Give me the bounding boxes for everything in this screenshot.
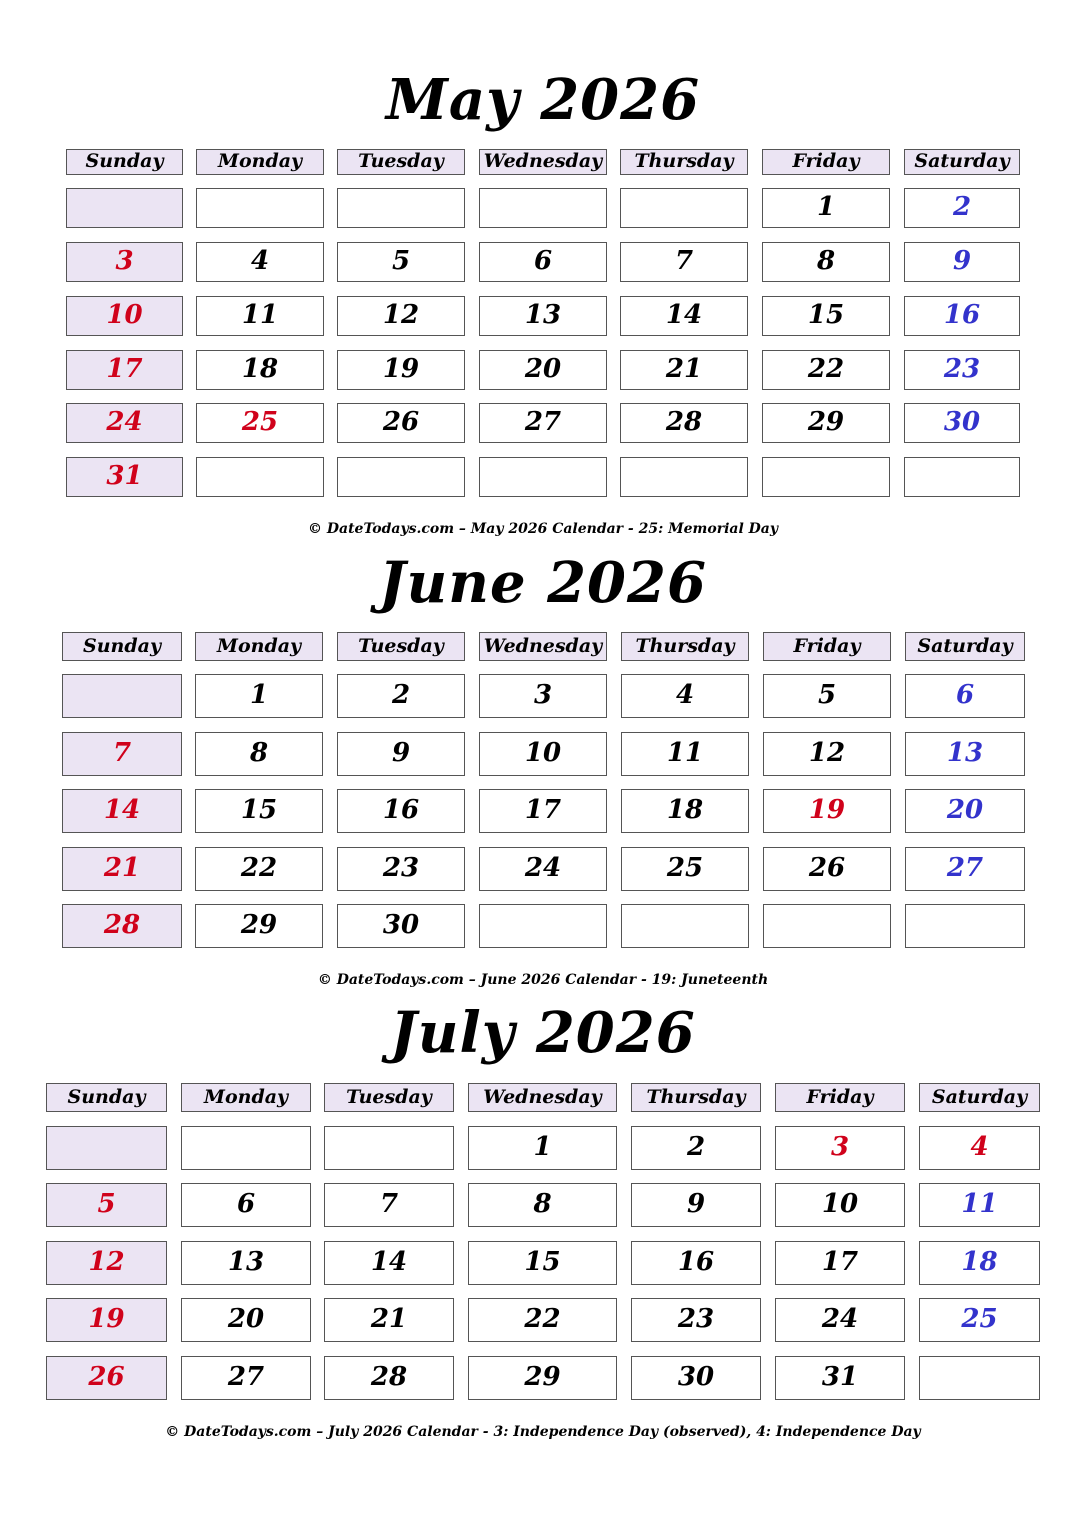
day-cell[interactable]: 24 bbox=[479, 847, 607, 891]
weekday-header: Saturday bbox=[904, 149, 1020, 175]
empty-day-cell bbox=[337, 188, 465, 228]
day-cell[interactable]: 9 bbox=[337, 732, 465, 776]
empty-day-cell bbox=[46, 1126, 167, 1170]
day-cell[interactable]: 28 bbox=[324, 1356, 454, 1400]
day-cell[interactable]: 8 bbox=[468, 1183, 617, 1227]
day-cell[interactable]: 13 bbox=[181, 1241, 311, 1285]
day-cell[interactable]: 22 bbox=[762, 350, 890, 390]
month-title: July 2026 bbox=[390, 1000, 696, 1066]
day-cell[interactable]: 21 bbox=[620, 350, 748, 390]
day-cell[interactable]: 6 bbox=[905, 674, 1025, 718]
calendar-footer-note: © DateTodays.com – May 2026 Calendar - 25: Memorial Day bbox=[308, 521, 778, 537]
weekday-header: Wednesday bbox=[479, 149, 607, 175]
day-cell[interactable]: 10 bbox=[775, 1183, 905, 1227]
day-cell[interactable]: 22 bbox=[468, 1298, 617, 1342]
day-cell[interactable]: 7 bbox=[62, 732, 182, 776]
weekday-header: Saturday bbox=[905, 632, 1025, 661]
calendar-footer-note: © DateTodays.com – June 2026 Calendar - 19: Juneteenth bbox=[317, 972, 769, 988]
day-cell[interactable]: 6 bbox=[479, 242, 607, 282]
day-cell[interactable]: 16 bbox=[904, 296, 1020, 336]
day-cell[interactable]: 12 bbox=[763, 732, 891, 776]
day-cell[interactable]: 23 bbox=[904, 350, 1020, 390]
day-cell[interactable]: 19 bbox=[337, 350, 465, 390]
day-cell[interactable]: 2 bbox=[904, 188, 1020, 228]
day-cell[interactable]: 18 bbox=[196, 350, 324, 390]
weekday-header: Saturday bbox=[919, 1083, 1040, 1112]
weekday-header: Tuesday bbox=[337, 149, 465, 175]
calendar-footer-note: © DateTodays.com – July 2026 Calendar - 3: Independence Day (observed), 4: Independence Day bbox=[165, 1424, 921, 1440]
day-cell[interactable]: 17 bbox=[775, 1241, 905, 1285]
day-cell[interactable]: 3 bbox=[66, 242, 183, 282]
day-cell[interactable]: 5 bbox=[46, 1183, 167, 1227]
day-cell[interactable]: 24 bbox=[775, 1298, 905, 1342]
day-cell[interactable]: 17 bbox=[66, 350, 183, 390]
empty-day-cell bbox=[479, 188, 607, 228]
day-cell[interactable]: 6 bbox=[181, 1183, 311, 1227]
day-cell[interactable]: 9 bbox=[631, 1183, 761, 1227]
empty-day-cell bbox=[763, 904, 891, 948]
empty-day-cell bbox=[621, 904, 749, 948]
day-cell[interactable]: 5 bbox=[763, 674, 891, 718]
day-cell[interactable]: 25 bbox=[919, 1298, 1040, 1342]
day-cell[interactable]: 7 bbox=[620, 242, 748, 282]
weekday-header: Monday bbox=[196, 149, 324, 175]
month-title: June 2026 bbox=[379, 550, 707, 616]
day-cell[interactable]: 21 bbox=[62, 847, 182, 891]
weekday-header: Tuesday bbox=[337, 632, 465, 661]
weekday-header: Thursday bbox=[621, 632, 749, 661]
day-cell[interactable]: 29 bbox=[195, 904, 323, 948]
empty-day-cell bbox=[324, 1126, 454, 1170]
day-cell[interactable]: 4 bbox=[196, 242, 324, 282]
day-cell[interactable]: 15 bbox=[468, 1241, 617, 1285]
day-cell[interactable]: 9 bbox=[904, 242, 1020, 282]
empty-day-cell bbox=[762, 457, 890, 497]
day-cell[interactable]: 30 bbox=[631, 1356, 761, 1400]
day-cell[interactable]: 11 bbox=[621, 732, 749, 776]
weekday-header: Thursday bbox=[620, 149, 748, 175]
day-cell[interactable]: 20 bbox=[181, 1298, 311, 1342]
day-cell[interactable]: 27 bbox=[905, 847, 1025, 891]
empty-day-cell bbox=[919, 1356, 1040, 1400]
empty-day-cell bbox=[620, 457, 748, 497]
day-cell[interactable]: 3 bbox=[479, 674, 607, 718]
empty-day-cell bbox=[904, 457, 1020, 497]
day-cell[interactable]: 30 bbox=[904, 403, 1020, 443]
weekday-header: Friday bbox=[775, 1083, 905, 1112]
day-cell[interactable]: 31 bbox=[66, 457, 183, 497]
day-cell[interactable]: 27 bbox=[181, 1356, 311, 1400]
weekday-header: Tuesday bbox=[324, 1083, 454, 1112]
day-cell[interactable]: 25 bbox=[196, 403, 324, 443]
day-cell[interactable]: 24 bbox=[66, 403, 183, 443]
weekday-header: Sunday bbox=[62, 632, 182, 661]
day-cell[interactable]: 13 bbox=[479, 296, 607, 336]
day-cell[interactable]: 29 bbox=[762, 403, 890, 443]
day-cell[interactable]: 20 bbox=[905, 789, 1025, 833]
day-cell[interactable]: 15 bbox=[195, 789, 323, 833]
day-cell[interactable]: 16 bbox=[631, 1241, 761, 1285]
weekday-header: Thursday bbox=[631, 1083, 761, 1112]
empty-day-cell bbox=[181, 1126, 311, 1170]
day-cell[interactable]: 10 bbox=[479, 732, 607, 776]
day-cell[interactable]: 30 bbox=[337, 904, 465, 948]
month-title: May 2026 bbox=[385, 67, 701, 133]
weekday-header: Friday bbox=[763, 632, 891, 661]
day-cell[interactable]: 23 bbox=[631, 1298, 761, 1342]
day-cell[interactable]: 16 bbox=[337, 789, 465, 833]
weekday-header: Sunday bbox=[66, 149, 183, 175]
empty-day-cell bbox=[479, 904, 607, 948]
day-cell[interactable]: 14 bbox=[62, 789, 182, 833]
empty-day-cell bbox=[66, 188, 183, 228]
day-cell[interactable]: 1 bbox=[468, 1126, 617, 1170]
empty-day-cell bbox=[620, 188, 748, 228]
empty-day-cell bbox=[905, 904, 1025, 948]
day-cell[interactable]: 26 bbox=[337, 403, 465, 443]
day-cell[interactable]: 19 bbox=[763, 789, 891, 833]
day-cell[interactable]: 21 bbox=[324, 1298, 454, 1342]
day-cell[interactable]: 8 bbox=[762, 242, 890, 282]
day-cell[interactable]: 11 bbox=[196, 296, 324, 336]
weekday-header: Friday bbox=[762, 149, 890, 175]
day-cell[interactable]: 4 bbox=[621, 674, 749, 718]
day-cell[interactable]: 27 bbox=[479, 403, 607, 443]
day-cell[interactable]: 11 bbox=[919, 1183, 1040, 1227]
day-cell[interactable]: 12 bbox=[46, 1241, 167, 1285]
day-cell[interactable]: 20 bbox=[479, 350, 607, 390]
day-cell[interactable]: 26 bbox=[46, 1356, 167, 1400]
day-cell[interactable]: 18 bbox=[621, 789, 749, 833]
day-cell[interactable]: 1 bbox=[762, 188, 890, 228]
weekday-header: Wednesday bbox=[468, 1083, 617, 1112]
day-cell[interactable]: 1 bbox=[195, 674, 323, 718]
day-cell[interactable]: 25 bbox=[621, 847, 749, 891]
day-cell[interactable]: 3 bbox=[775, 1126, 905, 1170]
day-cell[interactable]: 28 bbox=[620, 403, 748, 443]
day-cell[interactable]: 14 bbox=[324, 1241, 454, 1285]
day-cell[interactable]: 5 bbox=[337, 242, 465, 282]
weekday-header: Sunday bbox=[46, 1083, 167, 1112]
day-cell[interactable]: 23 bbox=[337, 847, 465, 891]
weekday-header: Monday bbox=[195, 632, 323, 661]
weekday-header: Wednesday bbox=[479, 632, 607, 661]
weekday-header: Monday bbox=[181, 1083, 311, 1112]
day-cell[interactable]: 2 bbox=[631, 1126, 761, 1170]
day-cell[interactable]: 8 bbox=[195, 732, 323, 776]
day-cell[interactable]: 22 bbox=[195, 847, 323, 891]
day-cell[interactable]: 19 bbox=[46, 1298, 167, 1342]
day-cell[interactable]: 7 bbox=[324, 1183, 454, 1227]
empty-day-cell bbox=[196, 188, 324, 228]
empty-day-cell bbox=[62, 674, 182, 718]
day-cell[interactable]: 29 bbox=[468, 1356, 617, 1400]
day-cell[interactable]: 14 bbox=[620, 296, 748, 336]
empty-day-cell bbox=[479, 457, 607, 497]
day-cell[interactable]: 12 bbox=[337, 296, 465, 336]
day-cell[interactable]: 10 bbox=[66, 296, 183, 336]
day-cell[interactable]: 26 bbox=[763, 847, 891, 891]
day-cell[interactable]: 13 bbox=[905, 732, 1025, 776]
empty-day-cell bbox=[196, 457, 324, 497]
day-cell[interactable]: 2 bbox=[337, 674, 465, 718]
day-cell[interactable]: 18 bbox=[919, 1241, 1040, 1285]
day-cell[interactable]: 4 bbox=[919, 1126, 1040, 1170]
day-cell[interactable]: 31 bbox=[775, 1356, 905, 1400]
empty-day-cell bbox=[337, 457, 465, 497]
day-cell[interactable]: 28 bbox=[62, 904, 182, 948]
day-cell[interactable]: 15 bbox=[762, 296, 890, 336]
day-cell[interactable]: 17 bbox=[479, 789, 607, 833]
